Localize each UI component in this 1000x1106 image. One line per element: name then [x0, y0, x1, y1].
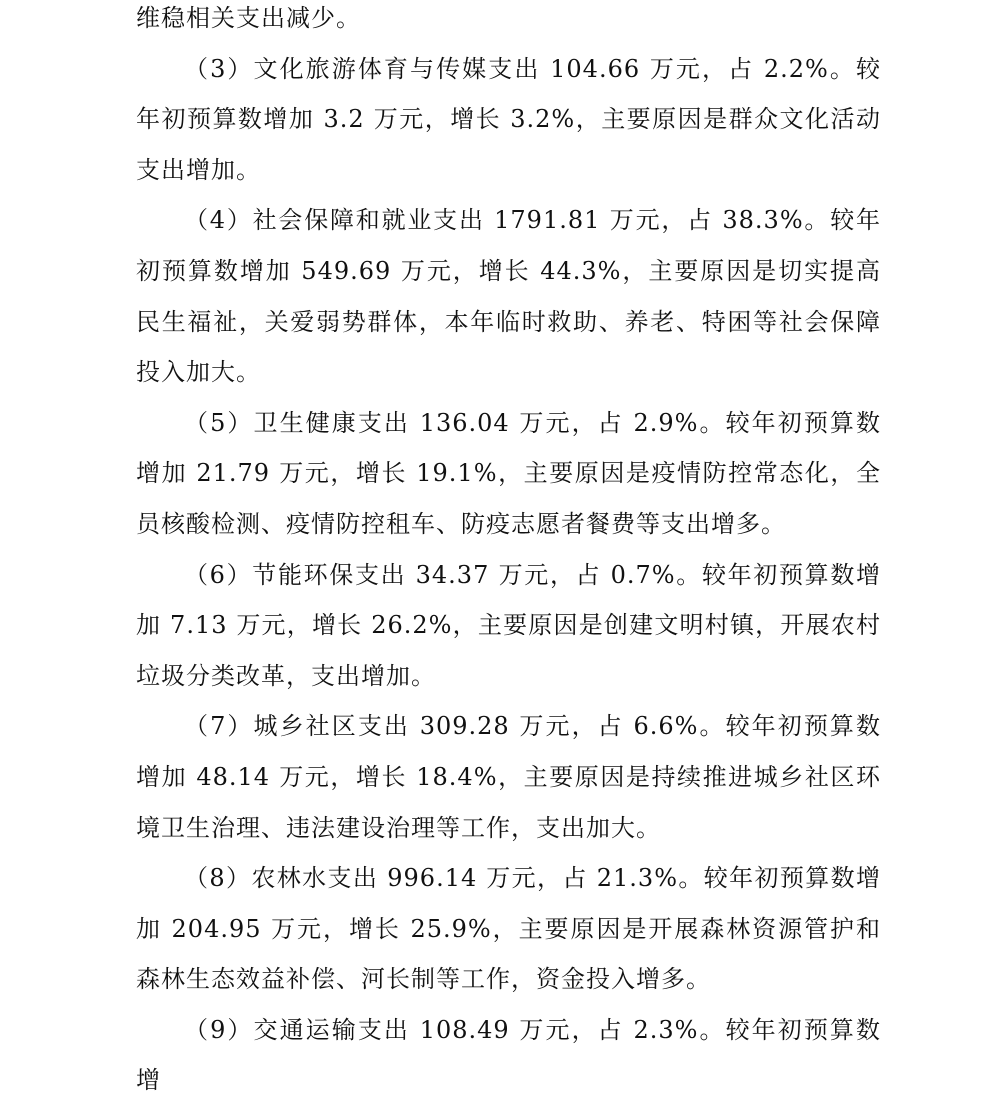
paragraph-transportation: （9）交通运输支出 108.49 万元，占 2.3%。较年初预算数增: [136, 1015, 881, 1095]
paragraph-urban-rural-community: （7）城乡社区支出 309.28 万元，占 6.6%。较年初预算数增加 48.14 万元，增长 18.4%，主要原因是持续推进城乡社区环境卫生治理、违法建设治理等工作，支出加大。: [136, 712, 881, 842]
paragraph-culture-tourism: （3）文化旅游体育与传媒支出 104.66 万元，占 2.2%。较年初预算数增加 3.2 万元，增长 3.2%，主要原因是群众文化活动支出增加。: [136, 54, 881, 184]
paragraph-social-security: （4）社会保障和就业支出 1791.81 万元，占 38.3%。较年初预算数增加 549.69 万元，增长 44.3%，主要原因是切实提高民生福祉，关爱弱势群体，本年临时救助、养老、特困等社会保障投入加大。: [136, 206, 881, 387]
paragraph-energy-environment: （6）节能环保支出 34.37 万元，占 0.7%。较年初预算数增加 7.13 万元，增长 26.2%，主要原因是创建文明村镇，开展农村垃圾分类改革，支出增加。: [136, 560, 881, 690]
paragraph-agriculture-forestry-water: （8）农林水支出 996.14 万元，占 21.3%。较年初预算数增加 204.95 万元，增长 25.9%，主要原因是开展森林资源管护和森林生态效益补偿、河长制等工作，资金投入增多。: [136, 864, 881, 994]
paragraph-health: （5）卫生健康支出 136.04 万元，占 2.9%。较年初预算数增加 21.79 万元，增长 19.1%，主要原因是疫情防控常态化，全员核酸检测、疫情防控租车、防疫志愿者餐费等支出增多。: [136, 408, 881, 538]
paragraph-continuation: 维稳相关支出减少。: [136, 4, 361, 32]
document-body: [136, 0, 881, 1106]
